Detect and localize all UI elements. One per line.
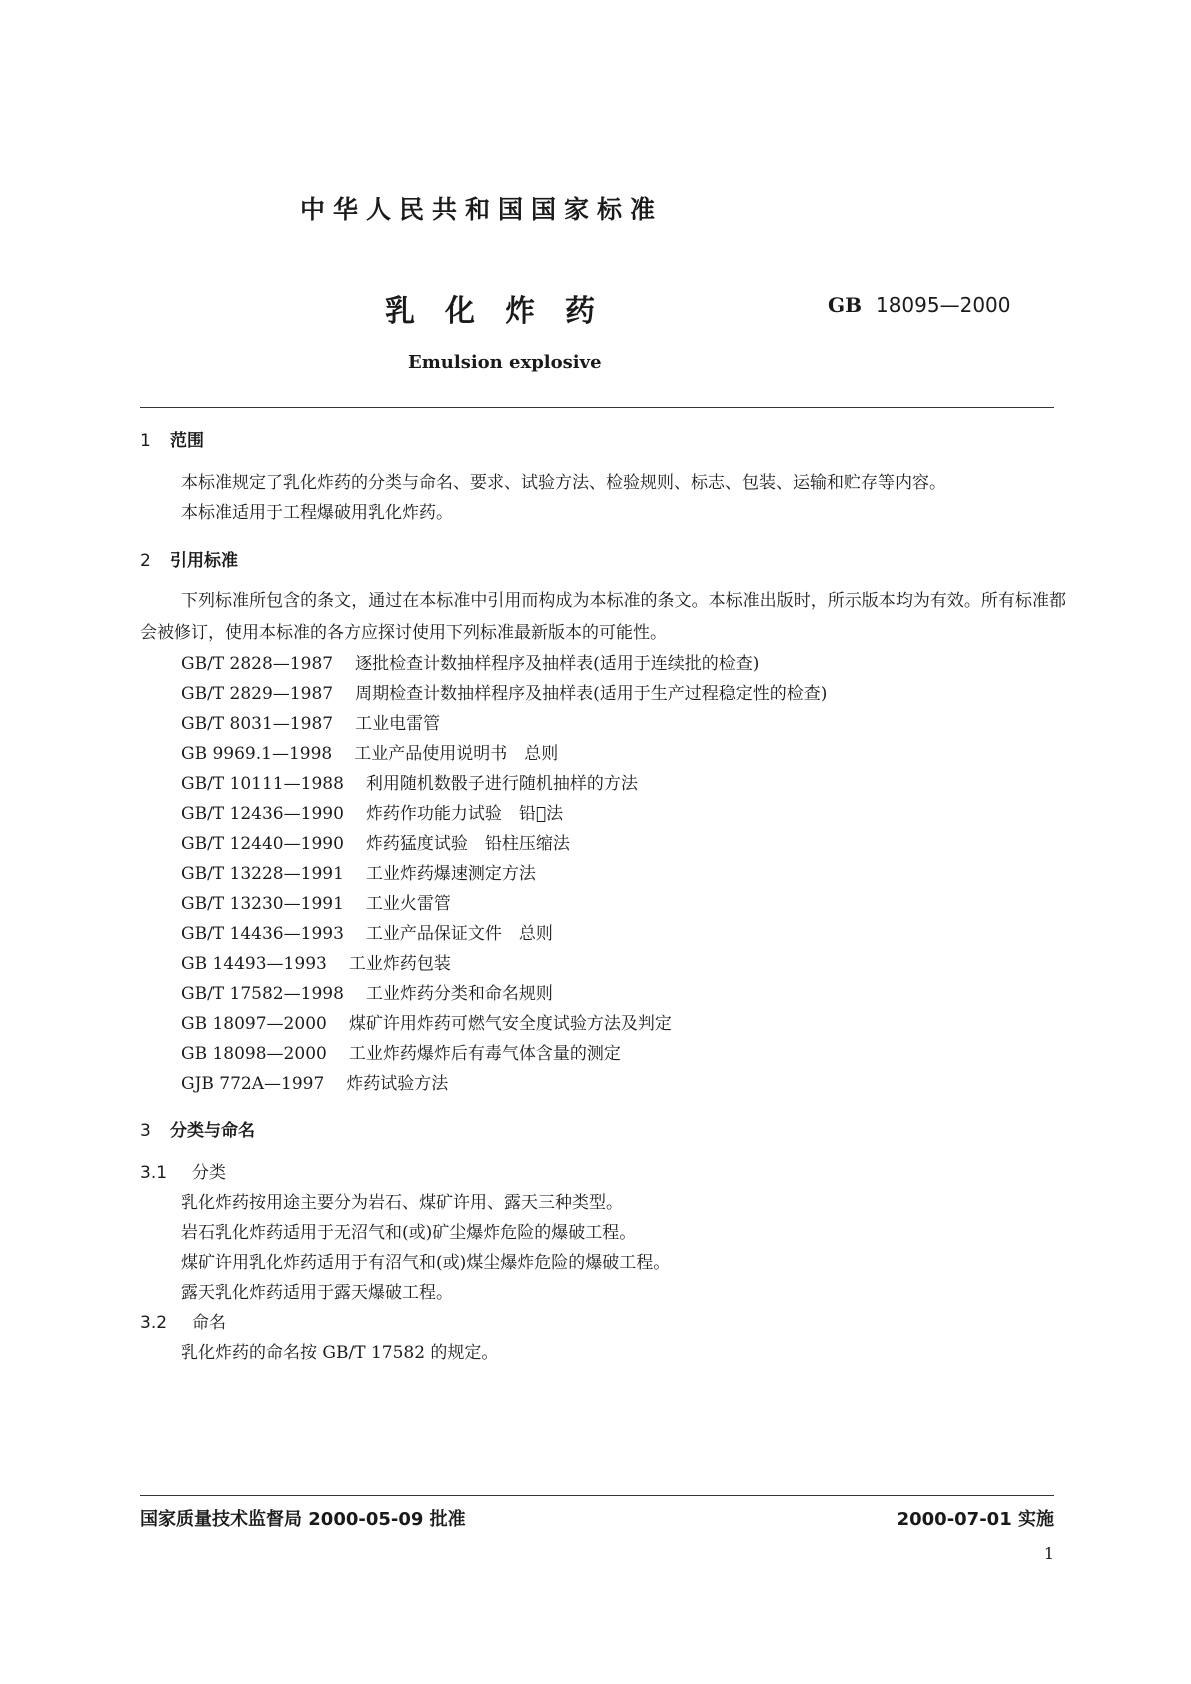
reference-item — [181, 799, 563, 824]
reference-item — [181, 679, 827, 704]
section-title: 引用标准 — [170, 551, 238, 571]
reference-code: GB/T 14436—1993 — [181, 924, 344, 944]
reference-code: GB/T 10111—1988 — [181, 774, 344, 794]
reference-title: 炸药试验方法 — [346, 1074, 449, 1094]
reference-item — [181, 859, 536, 884]
paragraph: 本标准适用于工程爆破用乳化炸药。 — [181, 503, 453, 523]
reference-title: 工业炸药爆炸后有毒气体含量的测定 — [348, 1044, 621, 1064]
subsection-number: 3.2 — [140, 1313, 168, 1333]
standard-prefix: GB — [828, 293, 862, 317]
reference-item — [181, 1039, 621, 1064]
reference-code: GB/T 13228—1991 — [181, 864, 344, 884]
reference-code: GB/T 17582—1998 — [181, 984, 344, 1004]
subsection-heading-3-1 — [140, 1158, 226, 1183]
reference-item — [181, 709, 440, 734]
reference-title: 工业火雷管 — [365, 894, 451, 914]
reference-item — [181, 649, 759, 674]
section-heading-classification — [140, 1116, 255, 1141]
national-standard-label: 中华人民共和国国家标准 — [300, 195, 664, 224]
reference-title: 炸药猛度试验 铅柱压缩法 — [365, 834, 570, 854]
reference-item — [181, 769, 638, 794]
section-number: 2 — [140, 551, 151, 571]
reference-item — [181, 1009, 672, 1034]
reference-title: 周期检查计数抽样程序及抽样表(适用于生产过程稳定性的检查) — [355, 684, 828, 704]
footer-divider — [140, 1495, 1054, 1496]
reference-code: GB/T 13230—1991 — [181, 894, 344, 914]
reference-code: GB 14493—1993 — [181, 954, 327, 974]
section-title: 范围 — [170, 431, 204, 451]
standard-number: 18095—2000 — [875, 293, 1011, 317]
reference-title: 工业产品保证文件 总则 — [365, 924, 553, 944]
section-number: 1 — [140, 431, 151, 451]
reference-title: 工业炸药爆速测定方法 — [365, 864, 536, 884]
page-number: 1 — [1043, 1544, 1054, 1563]
reference-item — [181, 889, 451, 914]
reference-item — [181, 739, 558, 764]
reference-code: GB/T 8031—1987 — [181, 714, 334, 734]
paragraph: 煤矿许用乳化炸药适用于有沼气和(或)煤尘爆炸危险的爆破工程。 — [181, 1253, 671, 1273]
reference-code: GB/T 2828—1987 — [181, 654, 334, 674]
paragraph: 乳化炸药的命名按 GB/T 17582 的规定。 — [181, 1343, 499, 1363]
reference-code: GB/T 2829—1987 — [181, 684, 334, 704]
reference-title: 煤矿许用炸药可燃气安全度试验方法及判定 — [348, 1014, 672, 1034]
reference-code: GB/T 12440—1990 — [181, 834, 344, 854]
paragraph: 露天乳化炸药适用于露天爆破工程。 — [181, 1283, 453, 1303]
paragraph: 岩石乳化炸药适用于无沼气和(或)矿尘爆炸危险的爆破工程。 — [181, 1223, 637, 1243]
implementation-date: 2000-07-01 实施 — [896, 1509, 1054, 1530]
reference-code: GB 18097—2000 — [181, 1014, 327, 1034]
reference-code: GJB 772A—1997 — [181, 1074, 325, 1094]
reference-title: 工业产品使用说明书 总则 — [354, 744, 559, 764]
section-title: 分类与命名 — [170, 1121, 255, 1141]
header-divider — [140, 407, 1054, 408]
section-heading-references — [140, 546, 238, 571]
reference-item — [181, 979, 553, 1004]
reference-item — [181, 829, 570, 854]
reference-title: 工业炸药包装 — [348, 954, 451, 974]
reference-item — [181, 919, 553, 944]
paragraph: 下列标准所包含的条文，通过在本标准中引用而构成为本标准的条文。本标准出版时，所示版本均为有效。所有标准都会被修订，使用本标准的各方应探讨使用下列标准最新版本的可能性。 — [140, 591, 1066, 643]
reference-title: 逐批检查计数抽样程序及抽样表(适用于连续批的检查) — [355, 654, 760, 674]
standard-code — [828, 293, 1011, 317]
reference-code: GB/T 12436—1990 — [181, 804, 344, 824]
section-heading-scope — [140, 426, 204, 451]
subsection-title: 命名 — [192, 1313, 226, 1333]
subsection-number: 3.1 — [140, 1163, 168, 1183]
reference-title: 工业炸药分类和命名规则 — [365, 984, 553, 1004]
reference-title: 工业电雷管 — [355, 714, 441, 734]
reference-code: GB 9969.1—1998 — [181, 744, 333, 764]
page-title: 乳化炸药 — [385, 294, 625, 329]
subsection-title: 分类 — [192, 1163, 226, 1183]
english-title: Emulsion explosive — [408, 352, 602, 373]
paragraph: 乳化炸药按用途主要分为岩石、煤矿许用、露天三种类型。 — [181, 1193, 623, 1213]
reference-code: GB 18098—2000 — [181, 1044, 327, 1064]
reference-item — [181, 949, 451, 974]
reference-item — [181, 1069, 448, 1094]
section-number: 3 — [140, 1121, 151, 1141]
reference-title: 利用随机数骰子进行随机抽样的方法 — [365, 774, 638, 794]
subsection-heading-3-2 — [140, 1308, 226, 1333]
reference-title: 炸药作功能力试验 铅𡋟法 — [365, 804, 564, 824]
paragraph: 本标准规定了乳化炸药的分类与命名、要求、试验方法、检验规则、标志、包装、运输和贮存等内容。 — [181, 473, 946, 493]
approval-date: 国家质量技术监督局 2000-05-09 批准 — [140, 1509, 466, 1530]
